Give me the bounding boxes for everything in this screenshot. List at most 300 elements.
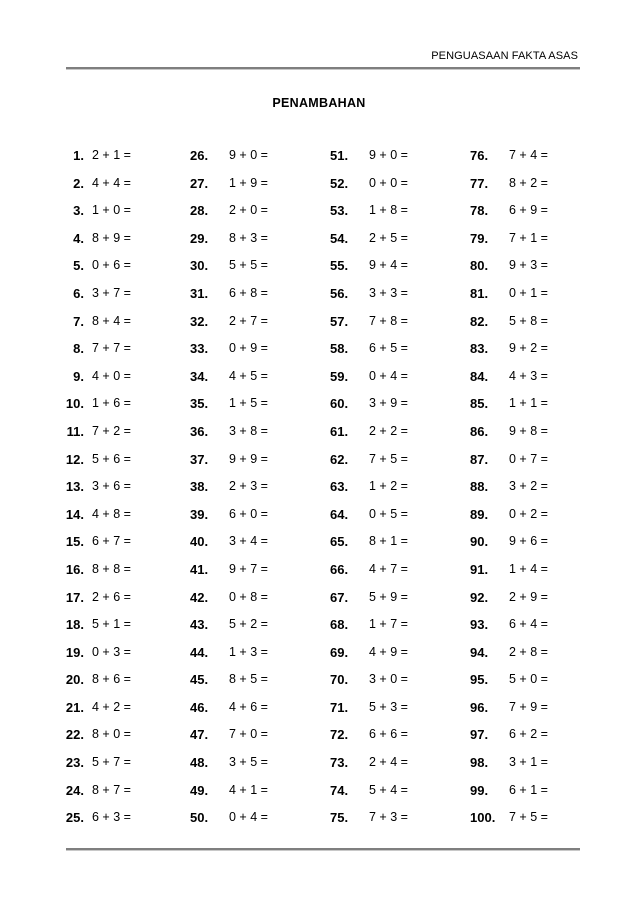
problem-number: 36. — [190, 423, 209, 439]
problem-number: 14. — [65, 506, 84, 522]
problem-item — [470, 783, 548, 811]
problem-expression: 5 + 5 = — [229, 258, 268, 273]
problem-expression: 8 + 3 = — [229, 230, 268, 245]
problem-expression: 9 + 9 = — [229, 451, 268, 466]
problem-number: 80. — [470, 258, 489, 274]
page-header: PENGUASAAN FAKTA ASAS — [431, 50, 578, 62]
problem-item — [330, 590, 408, 618]
page-title: PENAMBAHAN — [272, 96, 366, 110]
problem-number: 59. — [330, 368, 349, 384]
problem-number: 33. — [190, 341, 209, 357]
problem-item — [52, 562, 131, 590]
problem-item — [470, 590, 548, 618]
problem-number: 53. — [330, 203, 349, 219]
problem-expression: 5 + 9 = — [369, 589, 408, 604]
problem-item — [330, 314, 408, 342]
problem-number: 57. — [330, 313, 349, 329]
problem-item — [190, 424, 268, 452]
problem-expression: 0 + 2 = — [509, 506, 548, 521]
problem-expression: 0 + 6 = — [92, 258, 131, 273]
problem-column — [52, 148, 131, 838]
problem-item — [52, 424, 131, 452]
problem-expression: 3 + 6 = — [92, 479, 131, 494]
problem-item — [330, 810, 408, 838]
problem-number: 54. — [330, 230, 349, 246]
problem-expression: 2 + 0 = — [229, 203, 268, 218]
problem-number: 16. — [65, 561, 84, 577]
problem-item — [190, 645, 268, 673]
problem-expression: 1 + 0 = — [92, 203, 131, 218]
problem-number: 69. — [330, 644, 349, 660]
problem-number: 23. — [65, 755, 84, 771]
problem-number: 93. — [470, 617, 489, 633]
problem-number: 3. — [73, 203, 84, 219]
problem-expression: 8 + 9 = — [92, 230, 131, 245]
problem-item — [470, 672, 548, 700]
problem-number: 87. — [470, 451, 489, 467]
problem-number: 52. — [330, 175, 349, 191]
problem-number: 10. — [65, 396, 84, 412]
problem-expression: 5 + 0 = — [509, 672, 548, 687]
problem-number: 8. — [73, 341, 84, 357]
problem-expression: 4 + 9 = — [369, 644, 408, 659]
problem-expression: 0 + 8 = — [229, 589, 268, 604]
problem-number: 58. — [330, 341, 349, 357]
problem-expression: 7 + 2 = — [92, 423, 131, 438]
problem-number: 5. — [73, 258, 84, 274]
problem-expression: 6 + 8 = — [229, 285, 268, 300]
problem-number: 92. — [470, 589, 489, 605]
problem-expression: 6 + 0 = — [229, 506, 268, 521]
problem-number: 66. — [330, 561, 349, 577]
problem-item — [470, 231, 548, 259]
problem-number: 100. — [470, 810, 496, 826]
problem-expression: 2 + 6 = — [92, 589, 131, 604]
problem-item — [330, 672, 408, 700]
problem-item — [52, 672, 131, 700]
problem-expression: 7 + 5 = — [509, 810, 548, 825]
problem-item — [190, 700, 268, 728]
problem-expression: 4 + 4 = — [92, 175, 131, 190]
problem-expression: 5 + 6 = — [92, 451, 131, 466]
problem-number: 81. — [470, 285, 489, 301]
problem-item — [470, 396, 548, 424]
problem-expression: 7 + 8 = — [369, 313, 408, 328]
problem-expression: 9 + 8 = — [509, 423, 548, 438]
problem-expression: 6 + 2 = — [509, 727, 548, 742]
problem-item — [330, 176, 408, 204]
problem-item — [330, 231, 408, 259]
problem-expression: 0 + 0 = — [369, 175, 408, 190]
problem-item — [52, 396, 131, 424]
problem-number: 90. — [470, 534, 489, 550]
problem-item — [470, 810, 548, 838]
problem-expression: 8 + 5 = — [229, 672, 268, 687]
problem-number: 83. — [470, 341, 489, 357]
problem-expression: 6 + 7 = — [92, 534, 131, 549]
problem-expression: 6 + 6 = — [369, 727, 408, 742]
problem-number: 22. — [65, 727, 84, 743]
problem-item — [470, 727, 548, 755]
problem-item — [190, 479, 268, 507]
problem-item — [330, 700, 408, 728]
problem-item — [470, 314, 548, 342]
problem-expression: 0 + 9 = — [229, 341, 268, 356]
problem-expression: 7 + 5 = — [369, 451, 408, 466]
problem-item — [190, 534, 268, 562]
problem-item — [52, 534, 131, 562]
problem-number: 98. — [470, 755, 489, 771]
problem-number: 84. — [470, 368, 489, 384]
problem-item — [52, 176, 131, 204]
problem-item — [330, 645, 408, 673]
problem-number: 78. — [470, 203, 489, 219]
problem-number: 18. — [65, 617, 84, 633]
problem-number: 77. — [470, 175, 489, 191]
problem-item — [330, 727, 408, 755]
problem-number: 35. — [190, 396, 209, 412]
problem-item — [190, 727, 268, 755]
problem-expression: 1 + 4 = — [509, 561, 548, 576]
problem-item — [52, 783, 131, 811]
problem-number: 20. — [65, 672, 84, 688]
problem-number: 11. — [66, 423, 84, 439]
problem-item — [470, 755, 548, 783]
problem-number: 46. — [190, 699, 209, 715]
problem-expression: 8 + 6 = — [92, 672, 131, 687]
problem-item — [470, 452, 548, 480]
problem-item — [52, 507, 131, 535]
problem-item — [330, 507, 408, 535]
problem-item — [52, 452, 131, 480]
problem-expression: 5 + 8 = — [509, 313, 548, 328]
problem-number: 49. — [190, 782, 209, 798]
problem-number: 32. — [190, 313, 209, 329]
problem-expression: 2 + 4 = — [369, 755, 408, 770]
problem-expression: 3 + 9 = — [369, 396, 408, 411]
problem-expression: 2 + 3 = — [229, 479, 268, 494]
footer-rule — [66, 848, 580, 850]
problem-number: 26. — [190, 148, 209, 163]
problem-number: 63. — [330, 479, 349, 495]
problem-item — [330, 258, 408, 286]
problem-expression: 7 + 9 = — [509, 699, 548, 714]
problem-number: 88. — [470, 479, 489, 495]
problem-item — [470, 203, 548, 231]
problem-expression: 5 + 3 = — [369, 699, 408, 714]
problem-grid — [0, 148, 638, 848]
problem-item — [470, 534, 548, 562]
problem-item — [190, 314, 268, 342]
problem-number: 64. — [330, 506, 349, 522]
problem-number: 6. — [73, 285, 84, 301]
problem-number: 71. — [330, 699, 349, 715]
problem-item — [52, 314, 131, 342]
problem-item — [52, 617, 131, 645]
problem-number: 1. — [73, 148, 84, 163]
problem-item — [330, 396, 408, 424]
problem-expression: 9 + 6 = — [509, 534, 548, 549]
problem-expression: 6 + 9 = — [509, 203, 548, 218]
problem-item — [52, 203, 131, 231]
problem-expression: 9 + 7 = — [229, 561, 268, 576]
problem-item — [330, 562, 408, 590]
problem-number: 68. — [330, 617, 349, 633]
problem-number: 25. — [65, 810, 84, 826]
problem-item — [470, 562, 548, 590]
problem-number: 45. — [190, 672, 209, 688]
problem-expression: 0 + 4 = — [229, 810, 268, 825]
problem-expression: 5 + 4 = — [369, 782, 408, 797]
problem-column — [330, 148, 408, 838]
problem-item — [190, 755, 268, 783]
problem-number: 67. — [330, 589, 349, 605]
problem-expression: 4 + 0 = — [92, 368, 131, 383]
problem-number: 27. — [190, 175, 209, 191]
problem-expression: 2 + 2 = — [369, 423, 408, 438]
problem-item — [330, 755, 408, 783]
problem-expression: 8 + 0 = — [92, 727, 131, 742]
problem-expression: 4 + 7 = — [369, 561, 408, 576]
header-rule — [66, 67, 580, 69]
problem-expression: 6 + 5 = — [369, 341, 408, 356]
problem-item — [190, 258, 268, 286]
problem-expression: 3 + 3 = — [369, 285, 408, 300]
problem-item — [190, 341, 268, 369]
problem-expression: 8 + 1 = — [369, 534, 408, 549]
problem-expression: 3 + 1 = — [509, 755, 548, 770]
problem-number: 40. — [190, 534, 209, 550]
problem-item — [190, 286, 268, 314]
problem-number: 4. — [73, 230, 84, 246]
problem-expression: 6 + 3 = — [92, 810, 131, 825]
problem-number: 65. — [330, 534, 349, 550]
problem-number: 51. — [330, 148, 349, 163]
problem-item — [52, 479, 131, 507]
problem-expression: 1 + 1 = — [509, 396, 548, 411]
problem-expression: 2 + 8 = — [509, 644, 548, 659]
problem-item — [52, 231, 131, 259]
problem-number: 17. — [65, 589, 84, 605]
problem-number: 96. — [470, 699, 489, 715]
problem-number: 95. — [470, 672, 489, 688]
problem-item — [330, 783, 408, 811]
problem-item — [330, 369, 408, 397]
problem-expression: 4 + 3 = — [509, 368, 548, 383]
problem-number: 62. — [330, 451, 349, 467]
problem-expression: 1 + 7 = — [369, 617, 408, 632]
problem-number: 79. — [470, 230, 489, 246]
problem-item — [330, 148, 408, 176]
problem-expression: 6 + 4 = — [509, 617, 548, 632]
problem-number: 44. — [190, 644, 209, 660]
problem-expression: 8 + 7 = — [92, 782, 131, 797]
problem-item — [52, 258, 131, 286]
problem-number: 7. — [73, 313, 84, 329]
problem-number: 2. — [73, 175, 84, 191]
problem-number: 37. — [190, 451, 209, 467]
problem-item — [470, 700, 548, 728]
problem-number: 99. — [470, 782, 489, 798]
problem-expression: 4 + 6 = — [229, 699, 268, 714]
problem-item — [190, 148, 268, 176]
problem-item — [190, 203, 268, 231]
problem-number: 34. — [190, 368, 209, 384]
problem-expression: 1 + 3 = — [229, 644, 268, 659]
problem-expression: 4 + 1 = — [229, 782, 268, 797]
problem-expression: 3 + 8 = — [229, 423, 268, 438]
problem-number: 85. — [470, 396, 489, 412]
problem-column — [190, 148, 268, 838]
problem-number: 60. — [330, 396, 349, 412]
problem-item — [470, 645, 548, 673]
problem-number: 38. — [190, 479, 209, 495]
problem-number: 75. — [330, 810, 349, 826]
problem-number: 15. — [65, 534, 84, 550]
problem-expression: 0 + 5 = — [369, 506, 408, 521]
problem-item — [330, 286, 408, 314]
problem-item — [52, 810, 131, 838]
problem-number: 24. — [65, 782, 84, 798]
problem-expression: 3 + 5 = — [229, 755, 268, 770]
problem-number: 30. — [190, 258, 209, 274]
problem-item — [52, 286, 131, 314]
problem-item — [52, 341, 131, 369]
problem-item — [52, 645, 131, 673]
problem-number: 12. — [65, 451, 84, 467]
problem-item — [52, 590, 131, 618]
problem-item — [52, 727, 131, 755]
problem-expression: 8 + 8 = — [92, 561, 131, 576]
problem-number: 48. — [190, 755, 209, 771]
problem-expression: 8 + 4 = — [92, 313, 131, 328]
problem-item — [330, 479, 408, 507]
problem-number: 50. — [190, 810, 209, 826]
problem-expression: 4 + 5 = — [229, 368, 268, 383]
problem-item — [470, 479, 548, 507]
problem-expression: 0 + 3 = — [92, 644, 131, 659]
problem-column — [470, 148, 548, 838]
problem-number: 43. — [190, 617, 209, 633]
problem-number: 94. — [470, 644, 489, 660]
problem-number: 86. — [470, 423, 489, 439]
problem-expression: 9 + 0 = — [229, 148, 268, 162]
problem-item — [470, 341, 548, 369]
problem-expression: 5 + 1 = — [92, 617, 131, 632]
problem-expression: 4 + 8 = — [92, 506, 131, 521]
problem-item — [470, 286, 548, 314]
problem-item — [470, 148, 548, 176]
problem-item — [330, 203, 408, 231]
problem-number: 29. — [190, 230, 209, 246]
problem-expression: 3 + 0 = — [369, 672, 408, 687]
problem-expression: 0 + 1 = — [509, 285, 548, 300]
problem-item — [470, 258, 548, 286]
problem-expression: 9 + 0 = — [369, 148, 408, 162]
problem-item — [330, 617, 408, 645]
problem-expression: 9 + 2 = — [509, 341, 548, 356]
problem-expression: 1 + 9 = — [229, 175, 268, 190]
problem-item — [190, 590, 268, 618]
problem-expression: 5 + 7 = — [92, 755, 131, 770]
problem-expression: 9 + 3 = — [509, 258, 548, 273]
problem-number: 31. — [190, 285, 209, 301]
problem-item — [52, 369, 131, 397]
problem-item — [470, 617, 548, 645]
problem-number: 72. — [330, 727, 349, 743]
problem-expression: 2 + 7 = — [229, 313, 268, 328]
problem-number: 56. — [330, 285, 349, 301]
problem-expression: 7 + 3 = — [369, 810, 408, 825]
problem-item — [190, 562, 268, 590]
problem-item — [190, 369, 268, 397]
problem-expression: 6 + 1 = — [509, 782, 548, 797]
problem-item — [190, 672, 268, 700]
problem-expression: 0 + 7 = — [509, 451, 548, 466]
problem-item — [52, 148, 131, 176]
problem-expression: 3 + 4 = — [229, 534, 268, 549]
problem-number: 41. — [190, 561, 209, 577]
problem-number: 73. — [330, 755, 349, 771]
problem-number: 97. — [470, 727, 489, 743]
problem-expression: 2 + 1 = — [92, 148, 131, 162]
problem-number: 39. — [190, 506, 209, 522]
problem-item — [190, 452, 268, 480]
problem-expression: 5 + 2 = — [229, 617, 268, 632]
problem-number: 21. — [65, 699, 84, 715]
problem-expression: 0 + 4 = — [369, 368, 408, 383]
problem-expression: 1 + 6 = — [92, 396, 131, 411]
problem-number: 9. — [73, 368, 84, 384]
problem-item — [52, 700, 131, 728]
problem-item — [330, 424, 408, 452]
problem-expression: 1 + 8 = — [369, 203, 408, 218]
problem-number: 74. — [330, 782, 349, 798]
problem-item — [52, 755, 131, 783]
problem-item — [190, 810, 268, 838]
problem-number: 28. — [190, 203, 209, 219]
problem-number: 55. — [330, 258, 349, 274]
problem-number: 19. — [65, 644, 84, 660]
problem-item — [190, 176, 268, 204]
problem-number: 82. — [470, 313, 489, 329]
problem-expression: 3 + 2 = — [509, 479, 548, 494]
problem-item — [330, 341, 408, 369]
problem-item — [470, 424, 548, 452]
problem-expression: 8 + 2 = — [509, 175, 548, 190]
problem-number: 47. — [190, 727, 209, 743]
problem-number: 42. — [190, 589, 209, 605]
problem-item — [470, 176, 548, 204]
problem-number: 89. — [470, 506, 489, 522]
problem-number: 13. — [65, 479, 84, 495]
problem-number: 76. — [470, 148, 489, 163]
problem-item — [470, 507, 548, 535]
problem-item — [330, 452, 408, 480]
problem-item — [470, 369, 548, 397]
problem-expression: 9 + 4 = — [369, 258, 408, 273]
problem-item — [190, 617, 268, 645]
problem-expression: 1 + 5 = — [229, 396, 268, 411]
problem-item — [190, 507, 268, 535]
problem-expression: 4 + 2 = — [92, 699, 131, 714]
problem-expression: 3 + 7 = — [92, 285, 131, 300]
problem-expression: 7 + 4 = — [509, 148, 548, 162]
problem-item — [330, 534, 408, 562]
problem-expression: 1 + 2 = — [369, 479, 408, 494]
problem-expression: 2 + 9 = — [509, 589, 548, 604]
problem-item — [190, 783, 268, 811]
